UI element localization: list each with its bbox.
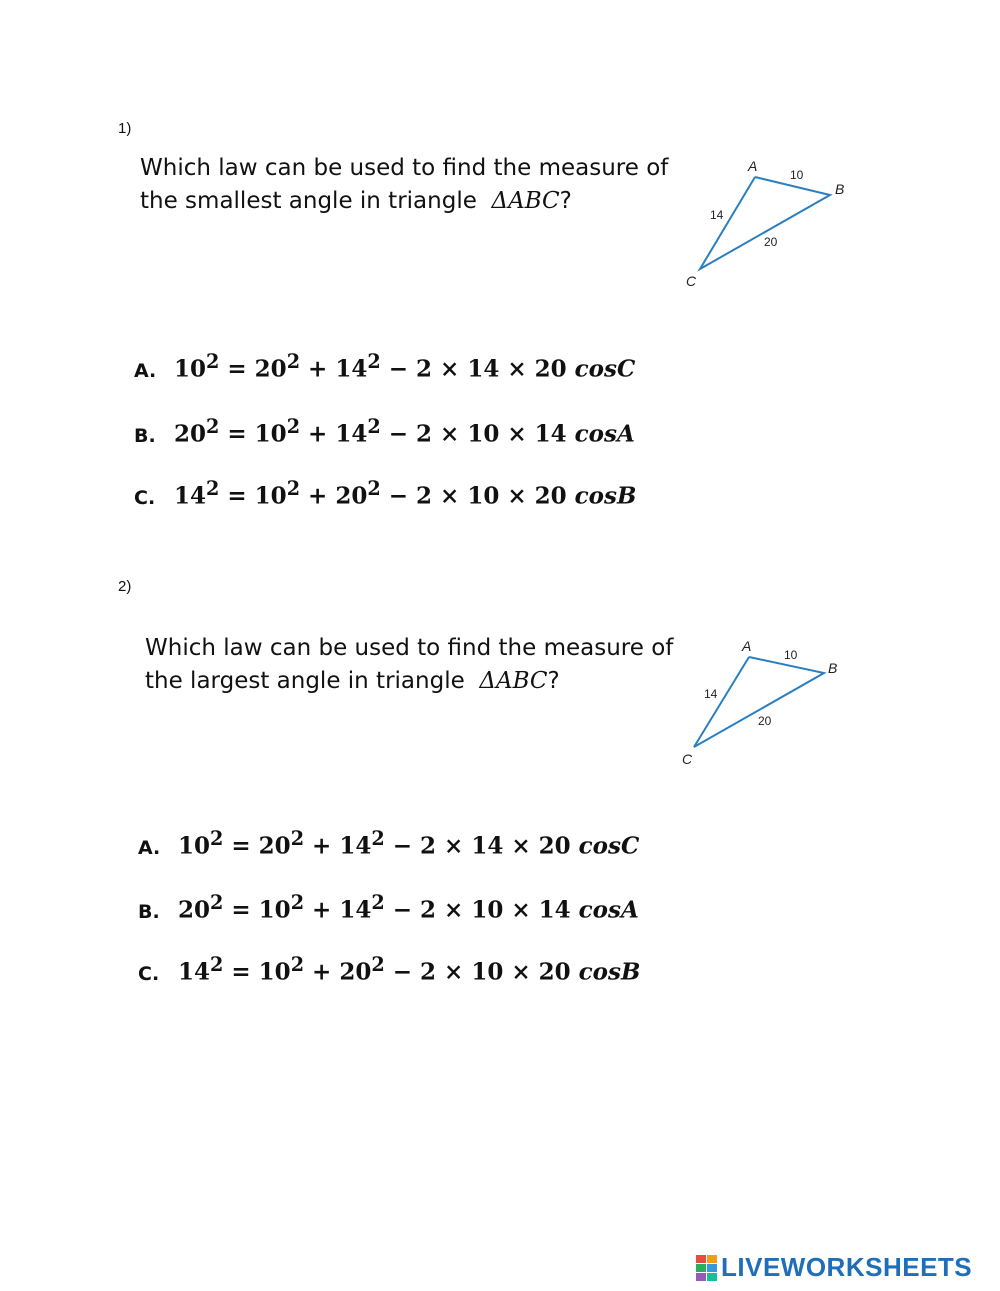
vertex-c-label: C	[682, 751, 693, 767]
question-line-2-text: the smallest angle in triangle	[140, 188, 477, 214]
liveworksheets-logo	[696, 1252, 972, 1283]
side-ab-label: 10	[790, 168, 804, 182]
option-b[interactable]	[134, 415, 635, 448]
option-letter: C.	[138, 962, 160, 985]
option-letter: A.	[138, 836, 161, 859]
option-c[interactable]	[134, 477, 636, 510]
triangle-symbol: ΔABC	[491, 188, 560, 214]
triangle-symbol: ΔABC	[479, 668, 548, 694]
question-mark: ?	[547, 668, 560, 694]
side-ac-label: 14	[704, 687, 718, 701]
option-b[interactable]	[138, 891, 639, 924]
question-line-2-text: the largest angle in triangle	[145, 668, 465, 694]
option-a[interactable]	[138, 827, 639, 860]
option-letter: B.	[134, 424, 156, 447]
question-number: 2)	[118, 578, 132, 595]
vertex-c-label: C	[686, 273, 697, 289]
vertex-a-label: A	[742, 638, 752, 654]
option-letter: A.	[134, 359, 157, 382]
question-text	[140, 152, 668, 218]
triangle-outline	[694, 657, 824, 747]
option-letter: B.	[138, 900, 160, 923]
side-bc-label: 20	[764, 235, 778, 249]
vertex-a-label: A	[748, 158, 758, 174]
question-text	[145, 632, 673, 698]
question-number: 1)	[118, 120, 132, 137]
option-equation: $14^2 = 10^2 + 20^2 - 2 \times 10 \times 20$ cosB	[174, 477, 637, 510]
question-mark: ?	[559, 188, 572, 214]
option-a[interactable]	[134, 350, 635, 383]
option-equation: $10^2 = 20^2 + 14^2 - 2 \times 14 \times 20$ cosC	[178, 827, 640, 860]
logo-tiles-icon	[696, 1255, 717, 1281]
triangle-outline	[700, 177, 830, 269]
option-c[interactable]	[138, 953, 640, 986]
logo-text: LIVEWORKSHEETS	[721, 1252, 973, 1282]
vertex-b-label: B	[835, 181, 845, 197]
option-letter: C.	[134, 486, 156, 509]
side-bc-label: 20	[758, 714, 772, 728]
question-line-1: Which law can be used to find the measure of	[145, 635, 674, 661]
option-equation: $20^2 = 10^2 + 14^2 - 2 \times 10 \times 14$ cosA	[174, 415, 635, 448]
option-equation: $14^2 = 10^2 + 20^2 - 2 \times 10 \times 20$ cosB	[178, 953, 641, 986]
triangle-diagram	[680, 155, 850, 295]
question-line-1: Which law can be used to find the measure of	[140, 155, 669, 181]
question-line-2	[140, 185, 668, 218]
side-ac-label: 14	[710, 208, 724, 222]
vertex-b-label: B	[828, 660, 838, 676]
side-ab-label: 10	[784, 648, 798, 662]
option-equation: $10^2 = 20^2 + 14^2 - 2 \times 14 \times 20$ cosC	[174, 350, 636, 383]
question-line-2	[145, 665, 673, 698]
option-equation: $20^2 = 10^2 + 14^2 - 2 \times 10 \times 14$ cosA	[178, 891, 639, 924]
triangle-diagram	[674, 635, 844, 775]
